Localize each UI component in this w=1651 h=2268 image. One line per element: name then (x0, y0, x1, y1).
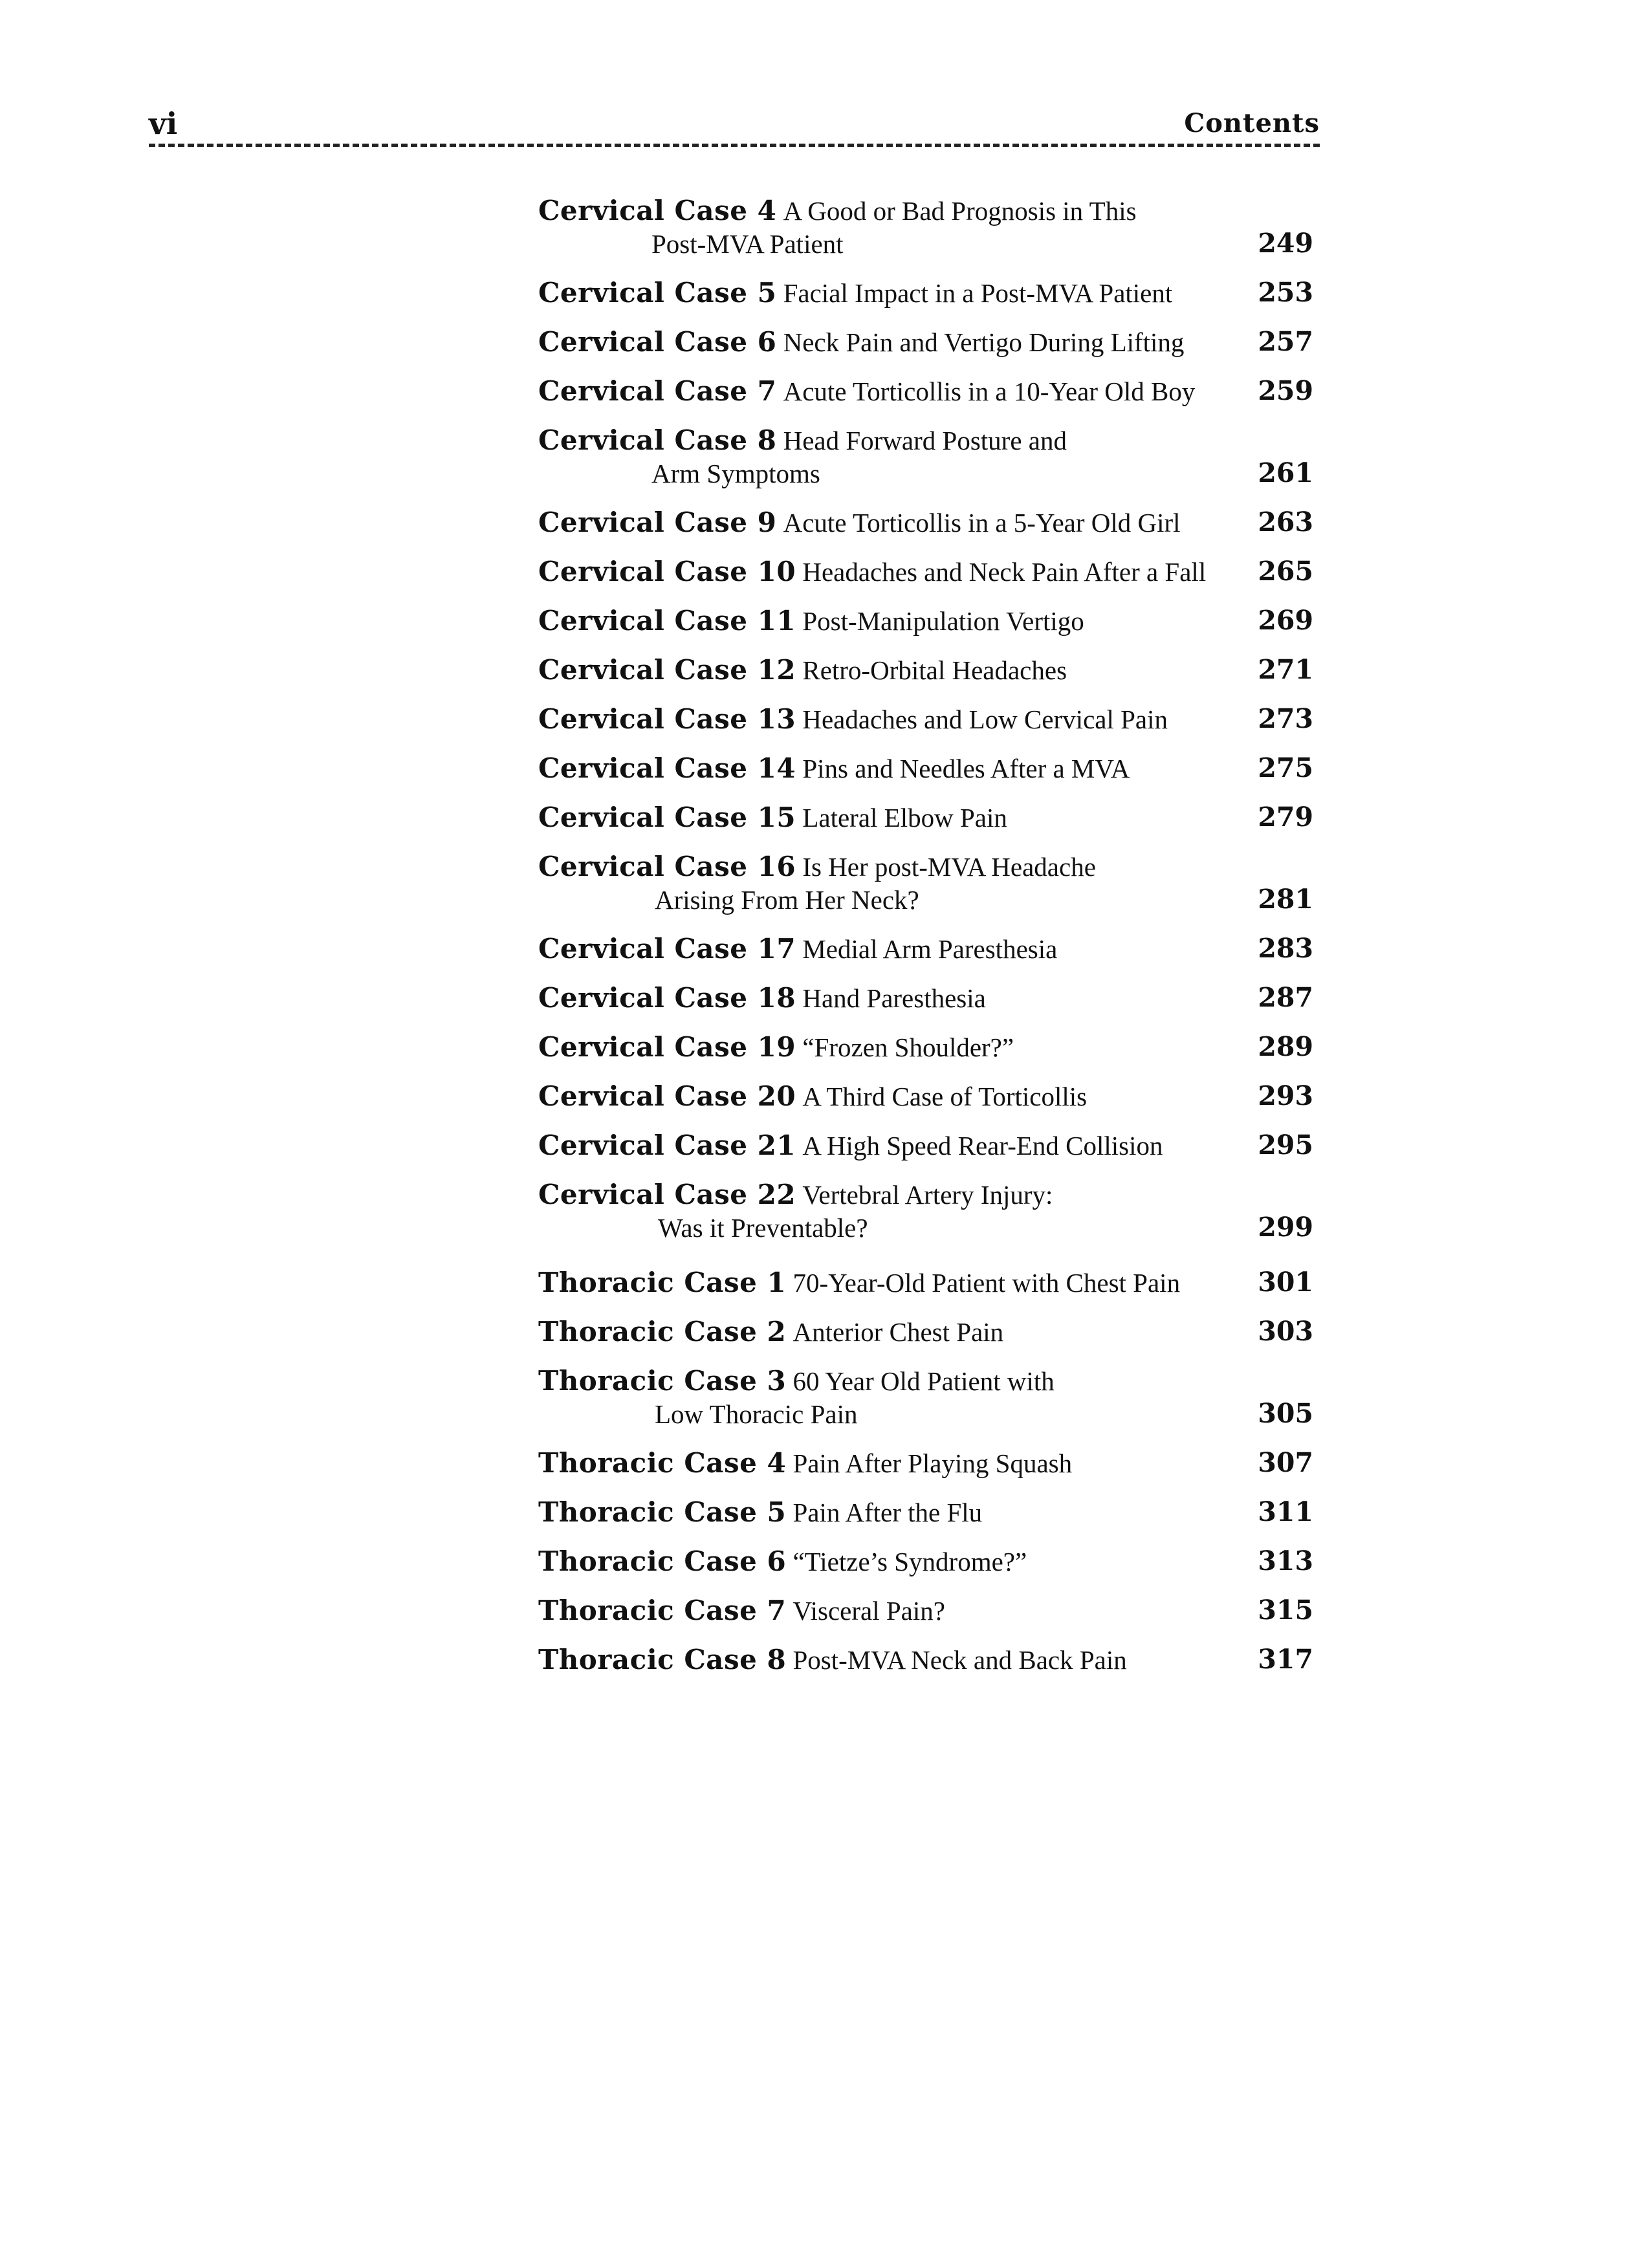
page-number-roman: vi (149, 106, 178, 141)
case-label: Cervical Case 8 (538, 424, 777, 456)
case-title: Visceral Pain? (793, 1596, 945, 1626)
toc-entry-text (538, 1178, 1243, 1245)
case-label: Cervical Case 22 (538, 1179, 796, 1210)
toc-entry[interactable] (538, 375, 1321, 408)
case-label: Cervical Case 6 (538, 326, 777, 358)
page-number: 265 (1258, 556, 1313, 587)
case-title: Headaches and Low Cervical Pain (802, 704, 1168, 734)
page-number: 305 (1258, 1398, 1313, 1429)
toc-entry-text (538, 1594, 1243, 1628)
toc-entry[interactable] (538, 1178, 1321, 1244)
page-number: 273 (1258, 703, 1313, 734)
page-header (149, 104, 1320, 144)
toc-entry-text (538, 1446, 1243, 1480)
toc-entry-text (538, 1643, 1243, 1677)
toc-entry[interactable] (538, 1643, 1321, 1676)
case-title: Lateral Elbow Pain (802, 803, 1007, 833)
toc-entry[interactable] (538, 1364, 1321, 1430)
page-number: 249 (1258, 228, 1313, 259)
case-title-continued: Arm Symptoms (651, 459, 820, 488)
toc-entry[interactable] (538, 653, 1321, 686)
case-title-continued: Was it Preventable? (658, 1213, 868, 1243)
case-title: “Tietze’s Syndrome?” (793, 1547, 1027, 1576)
case-title: A High Speed Rear-End Collision (802, 1131, 1163, 1161)
case-title: Acute Torticollis in a 10-Year Old Boy (783, 376, 1196, 406)
case-label: Cervical Case 20 (538, 1080, 796, 1112)
case-title: Post-Manipulation Vertigo (802, 606, 1084, 636)
page-number: 275 (1258, 752, 1313, 783)
header-rule (149, 144, 1320, 147)
toc-entry-text (538, 1315, 1243, 1349)
toc-entry-text (538, 1545, 1243, 1578)
page-number: 259 (1258, 375, 1313, 406)
page-number: 289 (1258, 1031, 1313, 1062)
case-title: Retro-Orbital Headaches (802, 655, 1067, 685)
case-label: Thoracic Case 4 (538, 1447, 787, 1479)
case-title: Vertebral Artery Injury: (802, 1180, 1053, 1210)
case-title: 60 Year Old Patient with (793, 1366, 1055, 1396)
toc-entry[interactable] (538, 1315, 1321, 1348)
case-label: Thoracic Case 2 (538, 1316, 787, 1347)
table-of-contents (538, 194, 1321, 1692)
toc-entry[interactable] (538, 1594, 1321, 1627)
page-number: 307 (1258, 1447, 1313, 1478)
toc-entry-text (538, 703, 1243, 736)
case-label: Cervical Case 4 (538, 195, 777, 226)
toc-entry[interactable] (538, 424, 1321, 490)
toc-entry-text (538, 801, 1243, 834)
page-number: 257 (1258, 326, 1313, 357)
toc-entry[interactable] (538, 1545, 1321, 1578)
case-title: 70-Year-Old Patient with Chest Pain (793, 1268, 1181, 1298)
toc-entry[interactable] (538, 703, 1321, 736)
toc-entry-text (538, 1129, 1243, 1162)
toc-entry-text (538, 424, 1243, 490)
case-label: Cervical Case 14 (538, 752, 796, 784)
toc-entry-text (538, 981, 1243, 1015)
page-number: 281 (1258, 884, 1313, 915)
case-label: Thoracic Case 8 (538, 1644, 787, 1675)
toc-entry-text (538, 653, 1243, 687)
page-number: 295 (1258, 1129, 1313, 1161)
page-number: 293 (1258, 1080, 1313, 1111)
toc-entry-text (538, 506, 1243, 540)
page-number: 271 (1258, 654, 1313, 685)
case-label: Cervical Case 10 (538, 556, 796, 587)
case-label: Cervical Case 16 (538, 851, 796, 882)
case-label: Cervical Case 12 (538, 654, 796, 686)
page-number: 299 (1258, 1212, 1313, 1243)
case-title: A Good or Bad Prognosis in This (783, 196, 1137, 226)
toc-entry-text (538, 276, 1243, 310)
case-label: Cervical Case 18 (538, 982, 796, 1014)
case-title-continued: Low Thoracic Pain (655, 1399, 858, 1429)
toc-entry-text (538, 1080, 1243, 1113)
toc-entry[interactable] (538, 1080, 1321, 1113)
page-number: 315 (1258, 1595, 1313, 1626)
toc-entry[interactable] (538, 1446, 1321, 1479)
case-label: Cervical Case 19 (538, 1031, 796, 1063)
case-label: Cervical Case 17 (538, 933, 796, 965)
page-number: 253 (1258, 277, 1313, 308)
toc-entry[interactable] (538, 932, 1321, 965)
case-label: Thoracic Case 5 (538, 1496, 787, 1528)
case-title: Head Forward Posture and (783, 426, 1067, 455)
case-title: Pain After the Flu (793, 1498, 983, 1527)
case-label: Thoracic Case 1 (538, 1267, 787, 1298)
page-number: 317 (1258, 1644, 1313, 1675)
toc-entry-text (538, 194, 1243, 261)
case-label: Cervical Case 11 (538, 605, 796, 637)
page-number: 303 (1258, 1316, 1313, 1347)
toc-entry-text (538, 1364, 1243, 1431)
toc-entry-text (538, 1266, 1243, 1300)
toc-entry-text (538, 1030, 1243, 1064)
toc-entry[interactable] (538, 801, 1321, 834)
case-title: Headaches and Neck Pain After a Fall (802, 557, 1207, 587)
page-number: 263 (1258, 507, 1313, 538)
case-title: Pain After Playing Squash (793, 1448, 1073, 1478)
case-title: Anterior Chest Pain (793, 1317, 1004, 1347)
case-label: Thoracic Case 6 (538, 1545, 787, 1577)
toc-entry-text (538, 1496, 1243, 1529)
case-label: Cervical Case 21 (538, 1129, 796, 1161)
toc-entry[interactable] (538, 752, 1321, 785)
case-label: Thoracic Case 7 (538, 1595, 787, 1626)
toc-entry-text (538, 555, 1243, 589)
toc-entry[interactable] (538, 194, 1321, 260)
page-number: 261 (1258, 457, 1313, 488)
page-number: 301 (1258, 1267, 1313, 1298)
case-label: Cervical Case 13 (538, 703, 796, 735)
toc-entry[interactable] (538, 981, 1321, 1014)
case-title: Is Her post-MVA Headache (802, 852, 1096, 882)
case-title: Facial Impact in a Post-MVA Patient (783, 278, 1173, 308)
toc-entry-text (538, 752, 1243, 785)
toc-entry[interactable] (538, 1030, 1321, 1063)
page-number: 287 (1258, 982, 1313, 1013)
toc-entry[interactable] (538, 325, 1321, 358)
case-title: A Third Case of Torticollis (802, 1082, 1088, 1111)
toc-entry-text (538, 932, 1243, 966)
toc-entry[interactable] (538, 850, 1321, 916)
running-head: Contents (1184, 108, 1320, 138)
toc-entry-text (538, 604, 1243, 638)
case-title-continued: Arising From Her Neck? (655, 885, 919, 915)
case-label: Cervical Case 5 (538, 277, 777, 309)
toc-entry[interactable] (538, 1129, 1321, 1162)
case-title: Medial Arm Paresthesia (802, 934, 1058, 964)
toc-entry-text (538, 375, 1243, 408)
toc-entry-text (538, 325, 1243, 359)
case-label: Thoracic Case 3 (538, 1365, 787, 1397)
case-title: Pins and Needles After a MVA (802, 754, 1130, 783)
toc-entry[interactable] (538, 276, 1321, 309)
case-title: Neck Pain and Vertigo During Lifting (783, 327, 1185, 357)
page-number: 279 (1258, 801, 1313, 833)
page-number: 269 (1258, 605, 1313, 636)
case-title: Acute Torticollis in a 5-Year Old Girl (783, 508, 1181, 538)
toc-entry[interactable] (538, 555, 1321, 588)
toc-entry[interactable] (538, 506, 1321, 539)
case-title-continued: Post-MVA Patient (651, 229, 844, 259)
page-number: 313 (1258, 1545, 1313, 1576)
toc-entry-text (538, 850, 1243, 917)
toc-entry[interactable] (538, 1266, 1321, 1299)
case-label: Cervical Case 9 (538, 507, 777, 538)
toc-entry[interactable] (538, 604, 1321, 637)
case-label: Cervical Case 15 (538, 801, 796, 833)
toc-entry[interactable] (538, 1496, 1321, 1529)
case-title: “Frozen Shoulder?” (802, 1032, 1014, 1062)
page-number: 311 (1258, 1496, 1313, 1527)
case-title: Post-MVA Neck and Back Pain (793, 1645, 1127, 1675)
case-title: Hand Paresthesia (802, 983, 986, 1013)
page-number: 283 (1258, 933, 1313, 964)
case-label: Cervical Case 7 (538, 375, 777, 407)
